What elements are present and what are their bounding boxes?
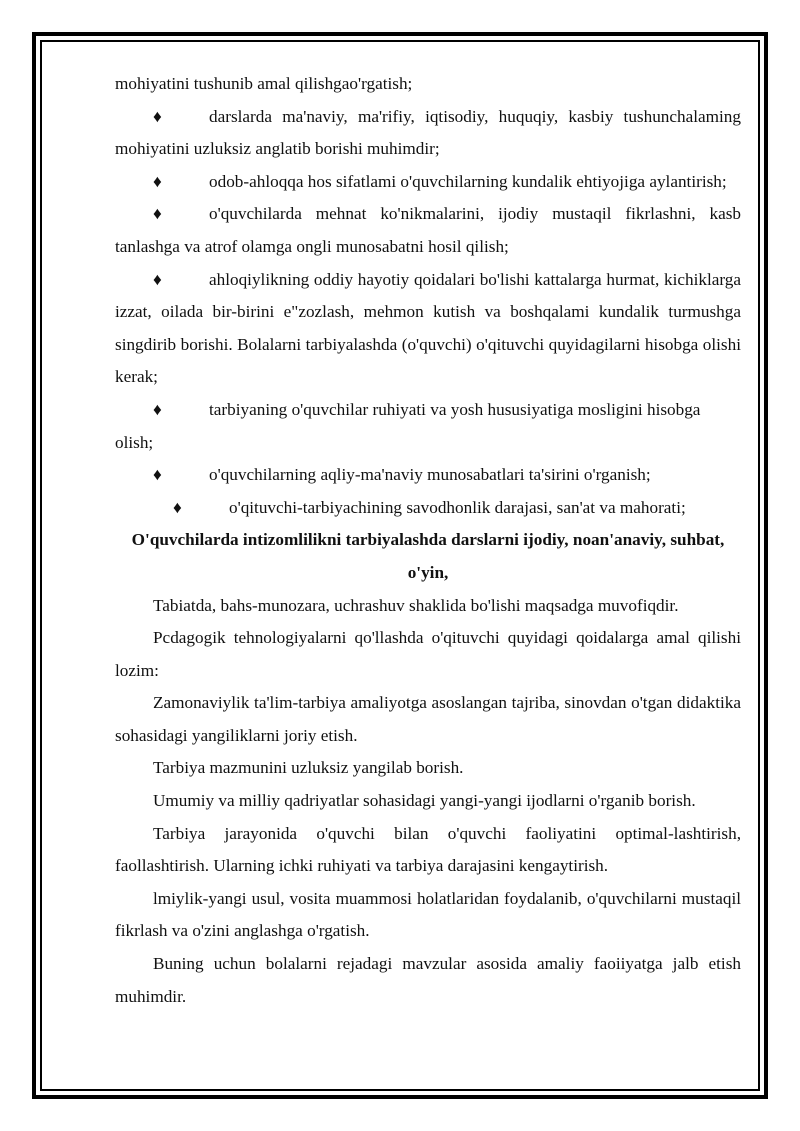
- diamond-bullet-icon: ♦: [153, 399, 162, 419]
- paragraph: mohiyatini tushunib amal qilishgao'rgatish;: [115, 74, 413, 93]
- bullet-text: o'quvchilarda mehnat ko'nikmalarini, ijodiy mustaqil fikrlashni, kasb tanlashga va atrof olamga ongli munosabatni hosil qilish;: [115, 204, 741, 256]
- bullet-text: tarbiyaning o'quvchilar ruhiyati va yosh hususiyatiga mosligini hisobga olish;: [115, 399, 701, 452]
- bullet-text: o'qituvchi-tarbiyachining savodhonlik darajasi, san'at va mahorati;: [229, 497, 686, 517]
- paragraph: Pcdagogik tehnologiyalarni qo'llashda o'qituvchi quyidagi qoidalarga amal qilishi lozim:: [115, 628, 741, 680]
- section-heading: O'quvchilarda intizomlilikni tarbiyalashda darslarni ijodiy, noan'anaviy, suhbat, o'yin,: [131, 530, 725, 582]
- diamond-bullet-icon: ♦: [153, 106, 162, 126]
- paragraph: Zamonaviylik ta'lim-tarbiya amaliyotga asoslangan tajriba, sinovdan o'tgan didaktika sohasidagi yangiliklarni joriy etish.: [115, 693, 741, 745]
- diamond-bullet-icon: ♦: [153, 465, 162, 485]
- diamond-bullet-icon: ♦: [153, 269, 162, 289]
- bullet-item: [115, 166, 741, 199]
- paragraph: Buning uchun bolalarni rejadagi mavzular asosida amaliy faoiiyatga jalb etish muhimdir.: [115, 954, 741, 1006]
- bullet-text: odob-ahloqqa hos sifatlami o'quvchilarning kundalik ehtiyojiga aylantirish;: [209, 171, 727, 191]
- diamond-bullet-icon: ♦: [173, 497, 182, 517]
- bullet-item: [115, 198, 741, 263]
- paragraph: Tarbiya jarayonida o'quvchi bilan o'quvchi faoliyatini optimal-lashtirish, faollashtirish. Ularning ichki ruhiyati va tarbiya darajasini kengaytirish.: [115, 823, 741, 876]
- bullet-item: [115, 101, 741, 166]
- paragraph: Tabiatda, bahs-munozara, uchrashuv shaklida bo'lishi maqsadga muvofiqdir.: [153, 595, 679, 615]
- bullet-text: darslarda ma'naviy, ma'rifiy, iqtisodiy, huquqiy, kasbiy tushunchalaming mohiyatini uzluksiz anglatib borishi muhimdir;: [115, 106, 741, 159]
- bullet-item: [115, 264, 741, 394]
- bullet-text: ahloqiylikning oddiy hayotiy qoidalari bo'lishi kattalarga hurmat, kichiklarga izzat, oilada bir-birini e"zozlash, mehmon kutish va boshqalami kundalik turmushga singdirib borishi. Bolalarni tarbiyalashda (o'quvchi) o'qituvchi quyidagilarni hisobga olishi kerak;: [115, 269, 741, 387]
- paragraph: Tarbiya mazmunini uzluksiz yangilab borish.: [153, 758, 464, 778]
- bullet-text: o'quvchilarning aqliy-ma'naviy munosabatlari ta'sirini o'rganish;: [209, 465, 651, 485]
- diamond-bullet-icon: ♦: [153, 204, 162, 224]
- bullet-item: [115, 492, 741, 525]
- bullet-item: [115, 394, 741, 459]
- document-body: [115, 68, 741, 1013]
- diamond-bullet-icon: ♦: [153, 171, 162, 191]
- paragraph: Umumiy va milliy qadriyatlar sohasidagi yangi-yangi ijodlarni o'rganib borish.: [153, 791, 696, 811]
- paragraph: lmiylik-yangi usul, vosita muammosi holatlaridan foydalanib, o'quvchilarni mustaqil fikrlash va o'zini anglashga o'rgatish.: [115, 888, 741, 941]
- bullet-item: [115, 459, 741, 492]
